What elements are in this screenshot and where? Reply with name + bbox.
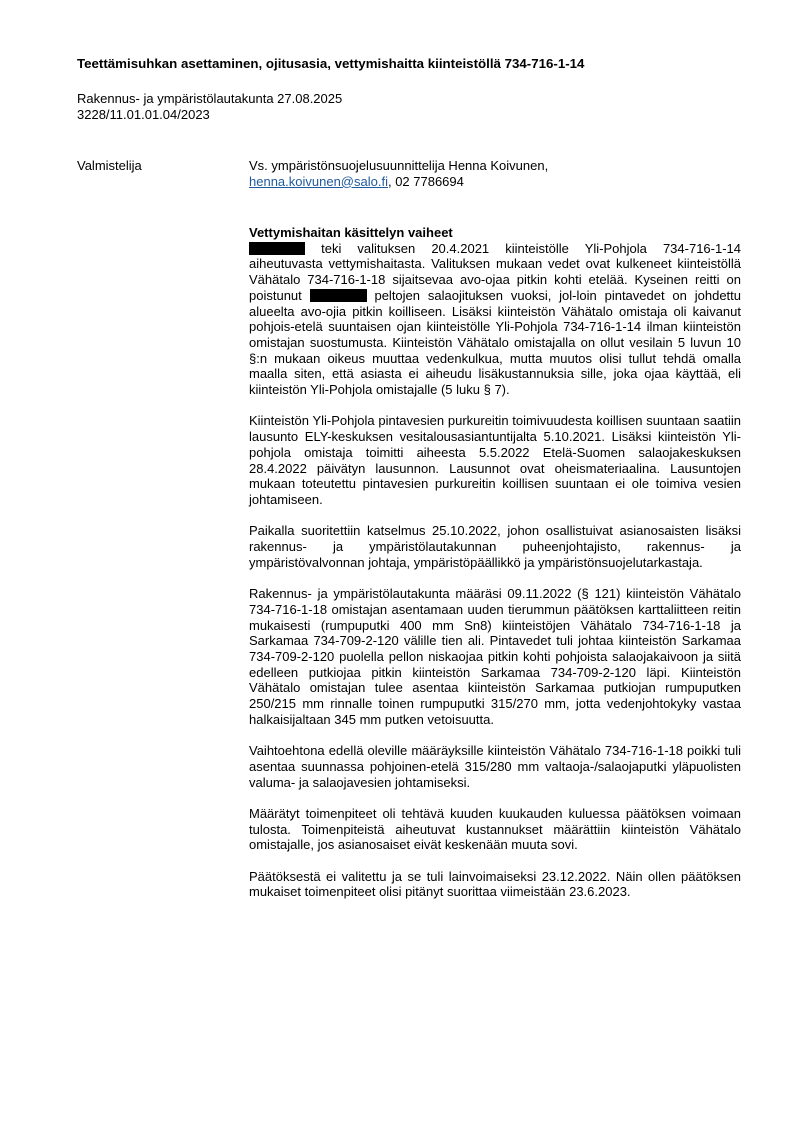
section-heading: Vettymishaitan käsittelyn vaiheet	[249, 225, 453, 240]
paragraph-complaint	[249, 241, 741, 398]
case-number: 3228/11.01.01.04/2023	[77, 106, 210, 122]
preparer-email-link[interactable]: henna.koivunen@salo.fi	[249, 173, 388, 189]
paragraph-inspection: Paikalla suoritettiin katselmus 25.10.2022, johon osallistuivat asianosaisten lisäksi rakennus- ja ympäristölautakunnan puheenjohtajisto, rakennus- ja ympäristövalvonnan johtaja, ympäristöpäällikkö ja ympäristönsuojelutarkastaja.	[249, 523, 741, 570]
paragraph-complaint-text-a: teki valituksen 20.4.2021 kiinteistölle Yli-Pohjola 734-716-1-14 aiheutuvasta vettymishaitasta. Valituksen mukaan vedet ovat kulkeneet kiinteistöllä Vähätalo 734-716-1-18 sijaitsevaa avo-ojaa pitkin kohti etelää. Kyseinen reitti on poistunut	[249, 240, 741, 303]
preparer-name: Vs. ympäristönsuojelusuunnittelija Henna Koivunen,	[249, 158, 549, 173]
meeting-line: Rakennus- ja ympäristölautakunta 27.08.2025	[77, 91, 343, 106]
paragraph-statements: Kiinteistön Yli-Pohjola pintavesien purkureitin toimivuudesta koillisen suuntaan saatiin lausunto ELY-keskuksen vesitalousasiantuntijalta 5.10.2021. Lisäksi kiinteistön Yli-pohjola omistaja toimitti aiheesta 5.5.2022 Etelä-Suomen salaojakeskuksen 28.4.2022 päivätyn lausunnon. Lausunnot ovat oheismateriaalina. Lausuntojen mukaan toteutettu pintavesien purkureitin koillisen suuntaan ei ole toimiva vesien johtamiseen.	[249, 413, 741, 507]
preparer-contact	[249, 174, 548, 190]
paragraph-complaint-text-b: peltojen salaojituksen vuoksi, jol-loin pintavedet on johdettu alueelta avo-ojia pitkin koilliseen. Lisäksi kiinteistön Vähätalo omistaja oli kaivanut pohjois-etelä suuntaisen ojan kiinteistölle Yli-Pohjola 734-716-1-14 ilman kiinteistön omistajan suostumusta. Kiinteistön Vähätalo omistajalla on ollut vesilain 5 luvun 10 §:n mukaan oikeus muuttaa vedenkulkua, mutta muutos olisi tullut tehdä omalla maalla siten, että asiasta ei aiheudu lisäkustannuksia sille, joka ojaa käyttää, eli kiinteistön Yli-Pohjola omistajalle (5 luku § 7).	[249, 287, 742, 398]
paragraph-alternative: Vaihtoehtona edellä oleville määräyksille kiinteistön Vähätalo 734-716-1-18 poikki tuli asentaa suunnassa pohjoinen-etelä 315/280 mm valtaoja-/salaojaputki yläpuolisten valuma- ja salaojavesien johtamiseksi.	[249, 743, 741, 790]
preparer-label: Valmistelija	[77, 158, 142, 173]
document-title: Teettämisuhkan asettaminen, ojitusasia, vettymishaitta kiinteistöllä 734-716-1-14	[77, 56, 585, 71]
paragraph-legal-force: Päätöksestä ei valitettu ja se tuli lainvoimaiseksi 23.12.2022. Näin ollen päätöksen mukaiset toimenpiteet olisi pitänyt suorittaa viimeistään 23.6.2023.	[249, 868, 741, 900]
redaction-block	[310, 289, 367, 302]
meeting-info	[77, 91, 342, 122]
paragraph-decision: Rakennus- ja ympäristölautakunta määräsi 09.11.2022 (§ 121) kiinteistön Vähätalo 734-716-1-18 omistajan asentamaan uuden tierummun päätöksen karttaliitteen reitin mukaisesti (rumpuputki 400 mm Sn8) kiinteistöjen Vähätalo 734-716-1-18 ja Sarkamaa 734-709-2-120 välille tien ali. Pintavedet tuli johtaa kiinteistön Sarkamaa 734-709-2-120 puolella pellon niskaojaa pitkin kohti pohjoista salaojakaivoon ja siitä edelleen putkiojaa pitkin kiinteistön Sarkamaa 734-709-2-120 läpi. Kiinteistön Vähätalo omistajan tulee asentaa kiinteistön Sarkamaa putkiojan rumpuputken 250/215 mm rinnalle toinen rumpuputki 315/270 mm, jotta vedenjohtokyky vastaa halkaisijaltaan 345 mm putken vetoisuutta.	[249, 586, 741, 727]
section-body	[249, 225, 741, 916]
redaction-block	[249, 242, 305, 255]
paragraph-deadline: Määrätyt toimenpiteet oli tehtävä kuuden kuukauden kuluessa päätöksen voimaan tulosta. Toimenpiteistä aiheutuvat kustannukset määrättiin kiinteistön Vähätalo omistajalle, jos asianosaiset eivät keskenään muuta sovi.	[249, 805, 741, 853]
preparer-phone: , 02 7786694	[387, 173, 464, 189]
preparer-info	[249, 158, 548, 189]
